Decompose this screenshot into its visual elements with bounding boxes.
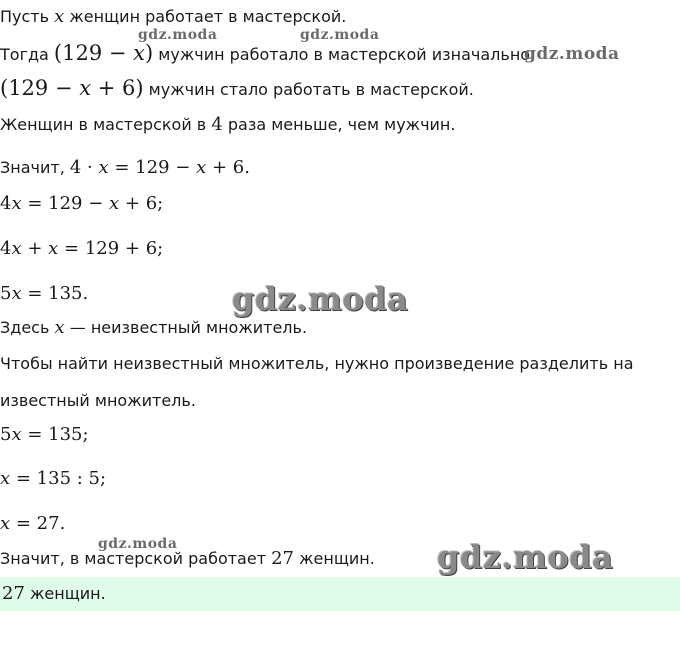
- text-line-5: Значит, 4 · x = 129 − x + 6.: [0, 157, 250, 178]
- answer-text: 27 женщин.: [2, 583, 106, 604]
- watermark-logo: gdz.moda: [437, 538, 614, 576]
- equation-line-4: 5x = 135;: [0, 424, 89, 445]
- watermark-logo: gdz.moda: [98, 536, 178, 552]
- watermark-logo: gdz.moda: [524, 44, 620, 64]
- text-line-8: известный множитель.: [0, 391, 196, 410]
- watermark-logo: gdz.moda: [300, 27, 380, 43]
- answer-box: [0, 577, 680, 611]
- equation-line-2: 4x + x = 129 + 6;: [0, 238, 164, 259]
- equation-line-5: x = 135 : 5;: [0, 468, 107, 489]
- watermark-logo: gdz.moda: [138, 27, 218, 43]
- text-line-3: (129 − x + 6) мужчин стало работать в мастерской.: [0, 76, 474, 100]
- equation-line-6: x = 27.: [0, 513, 66, 534]
- equation-line-1: 4x = 129 − x + 6;: [0, 193, 164, 214]
- watermark-logo: gdz.moda: [232, 280, 409, 318]
- text-line-7: Чтобы найти неизвестный множитель, нужно произведение разделить на: [0, 354, 634, 373]
- equation-line-3: 5x = 135.: [0, 283, 89, 304]
- text-line-6: Здесь x — неизвестный множитель.: [0, 317, 308, 338]
- text-line-1: Пусть x женщин работает в мастерской.: [0, 6, 347, 27]
- text-line-2: Тогда (129 − x) мужчин работало в мастерской изначально.: [0, 41, 536, 65]
- text-line-4: Женщин в мастерской в 4 раза меньше, чем мужчин.: [0, 114, 456, 135]
- text-line-9: Значит, в мастерской работает 27 женщин.: [0, 548, 375, 569]
